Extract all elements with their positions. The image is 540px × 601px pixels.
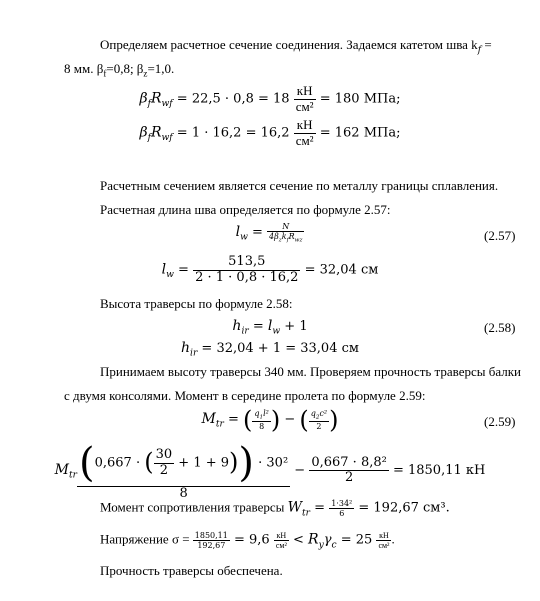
paragraph-stress: Напряжение σ = $\frac{1850,11}{192,67}$ = 9,6 $\frac{кН}{\text{см²}}$ < $R_y\gamma_c = 25$ $\frac{кН}{\text{см²}}$ . (100, 531, 395, 551)
equation-bz-rwz: $\beta_fR_{wf} = 1 \cdot 16,2 = 16,2$ $\frac{кН}{\text{см²}}$ = 162 МПа; (139, 117, 401, 148)
equation-2-57: $l_w$ = $\frac{N}{4\beta_zk_fR_{wz}}$ (235, 222, 303, 244)
paragraph-traverse-height: Высота траверсы по формуле 2.58: (100, 296, 293, 311)
equation-2-59: $M_{tr}$ = ( $\frac{q_1l^2}{8}$ ) − ( $\frac{q_2c^2}{2}$ ) (201, 406, 339, 434)
paragraph-strength-ensured: Прочность траверсы обеспечена. (100, 563, 283, 578)
equation-2-58: $h_{ir} = l_w + 1$ (232, 318, 308, 337)
paragraph-section-modulus: Момент сопротивления траверсы $W_{tr}$ = $\frac{\text{1·34²}}{6}$ = 192,67 см³. (100, 499, 450, 519)
paragraph-weld-length: Расчетная длина шва определяется по формуле 2.57: (100, 202, 391, 217)
equation-lw-value: $l_w$ = $\frac{513,5}{2 \cdot 1 \cdot 0,8 \cdot 16,2}$ = 32,04 см (161, 254, 379, 285)
equation-number-2-59: (2.59) (484, 414, 516, 429)
equation-hir-value: $h_{ir} = 32,04 + 1 = 33,04$ см (181, 340, 359, 359)
equation-number-2-58: (2.58) (484, 320, 516, 335)
paragraph-beta-values: 8 мм. $\beta_f=0,8$; $\beta_z=1,0$. (64, 61, 175, 79)
equation-bf-rwf: $\beta_fR_{wf} = 22,5 \cdot 0,8 = 18$ $\frac{кН}{\text{см²}}$ = 180 МПа; (139, 83, 401, 114)
equation-mtr-value: $M_{tr}$ (0,667 · ( $\frac{30}{2}$ + 1 + 9)) · 30² 8 − $\frac{\text{0,667 · 8,8²}}{2}$ = 1850,11 кН (54, 440, 486, 501)
paragraph-moment-midspan: с двумя консолями. Момент в середине пролета по формуле 2.59: (64, 388, 426, 403)
paragraph-accept-height: Принимаем высоту траверсы 340 мм. Проверяем прочность траверсы балки (100, 364, 522, 379)
equation-number-2-57: (2.57) (484, 228, 516, 243)
paragraph-fusion-boundary: Расчетным сечением является сечение по металлу границы сплавления. (100, 178, 499, 193)
paragraph-section-choice: Определяем расчетное сечение соединения. Задаемся катетом шва $k_f$ = (100, 37, 492, 56)
